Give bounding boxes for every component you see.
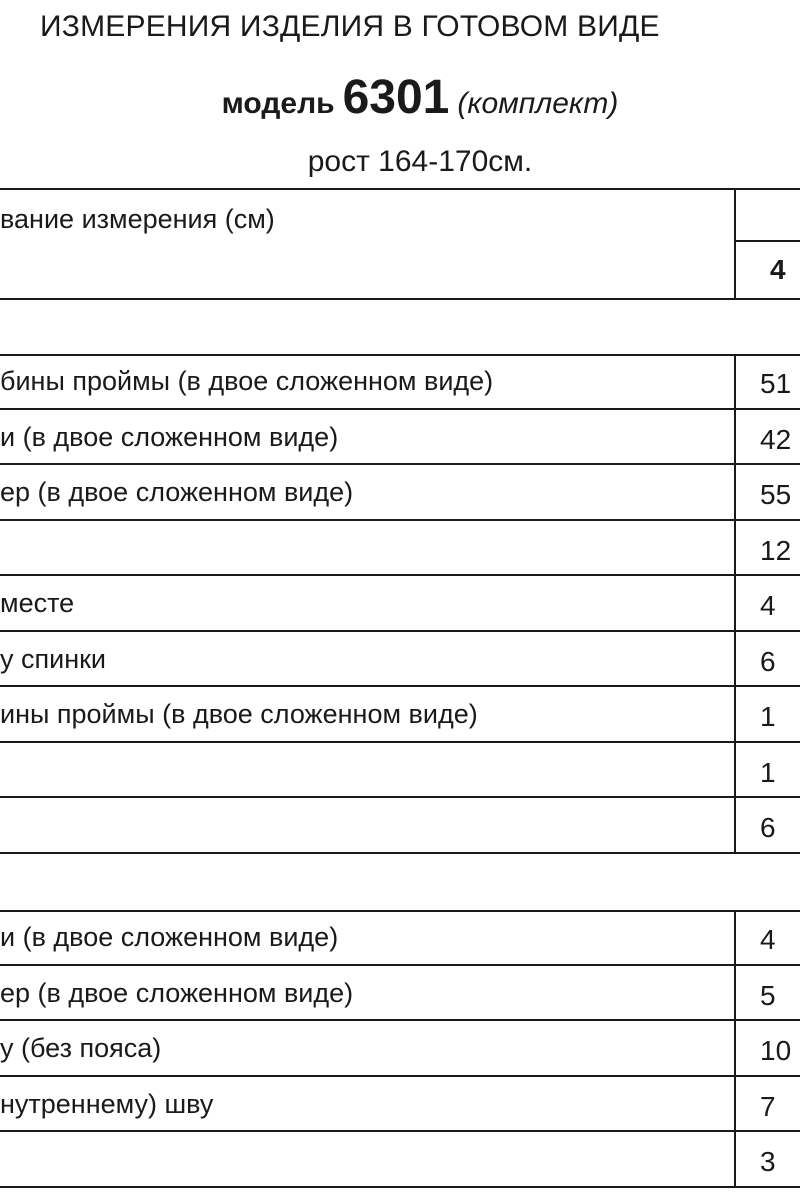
section-2-top-border [0, 910, 800, 912]
measurement-name: и (в двое сложенном виде) [0, 421, 339, 452]
measurement-value: 55 [760, 479, 792, 510]
measurement-name: бины проймы (в двое сложенном виде) [0, 366, 494, 396]
measurement-value: 42 [760, 423, 792, 455]
section-2-column-divider [734, 910, 736, 1188]
measurement-value: 1 [760, 701, 776, 732]
measurement-value: 6 [760, 645, 776, 677]
row-border [0, 852, 800, 854]
row-border [0, 741, 800, 743]
table-header-bottom-border [0, 298, 800, 300]
row-border [0, 1075, 800, 1077]
measurement-name: месте [0, 588, 75, 618]
model-line [0, 70, 800, 125]
measurement-value: 12 [760, 534, 792, 566]
height-range: рост 164-170см. [307, 145, 533, 178]
row-border [0, 574, 800, 576]
measurement-name: у (без пояса) [0, 1033, 162, 1063]
model-label: модель [221, 87, 335, 120]
measurement-name: ер (в двое сложенном виде) [0, 977, 354, 1008]
section-1-top-border [0, 354, 800, 356]
row-border [0, 796, 800, 798]
measurement-name: ер (в двое сложенном виде) [0, 477, 354, 507]
size-subheader-border [734, 240, 800, 242]
measurement-value: 1 [760, 756, 776, 788]
model-number: 6301 [342, 71, 450, 124]
measurement-name: у спинки [0, 643, 107, 674]
table-top-border [0, 188, 800, 190]
row-border [0, 1186, 800, 1188]
header-size-label: 4 [770, 254, 786, 285]
measurement-value: 10 [760, 1035, 792, 1066]
row-border [0, 463, 800, 465]
row-border [0, 685, 800, 687]
measurement-value: 7 [760, 1090, 776, 1122]
row-border [0, 1019, 800, 1021]
row-border [0, 519, 800, 521]
header-measurement-name: вание измерения (см) [0, 204, 275, 234]
header-divider [734, 188, 736, 300]
row-border [0, 630, 800, 632]
document-title: ИЗМЕРЕНИЯ ИЗДЕЛИЯ В ГОТОВОМ ВИДЕ [40, 10, 660, 43]
measurement-value: 51 [760, 368, 792, 399]
row-border [0, 964, 800, 966]
measurement-value: 3 [760, 1146, 776, 1177]
measurement-value: 4 [760, 924, 776, 955]
model-kind: (комплект) [457, 87, 619, 120]
row-border [0, 408, 800, 410]
row-border [0, 1130, 800, 1132]
measurement-name: ины проймы (в двое сложенном виде) [0, 699, 478, 729]
measurement-value: 5 [760, 979, 776, 1011]
section-1-column-divider [734, 354, 736, 854]
measurement-value: 6 [760, 812, 776, 843]
measurement-name: нутреннему) шву [0, 1088, 214, 1119]
measurement-name: и (в двое сложенном виде) [0, 922, 339, 952]
measurement-value: 4 [760, 590, 776, 621]
